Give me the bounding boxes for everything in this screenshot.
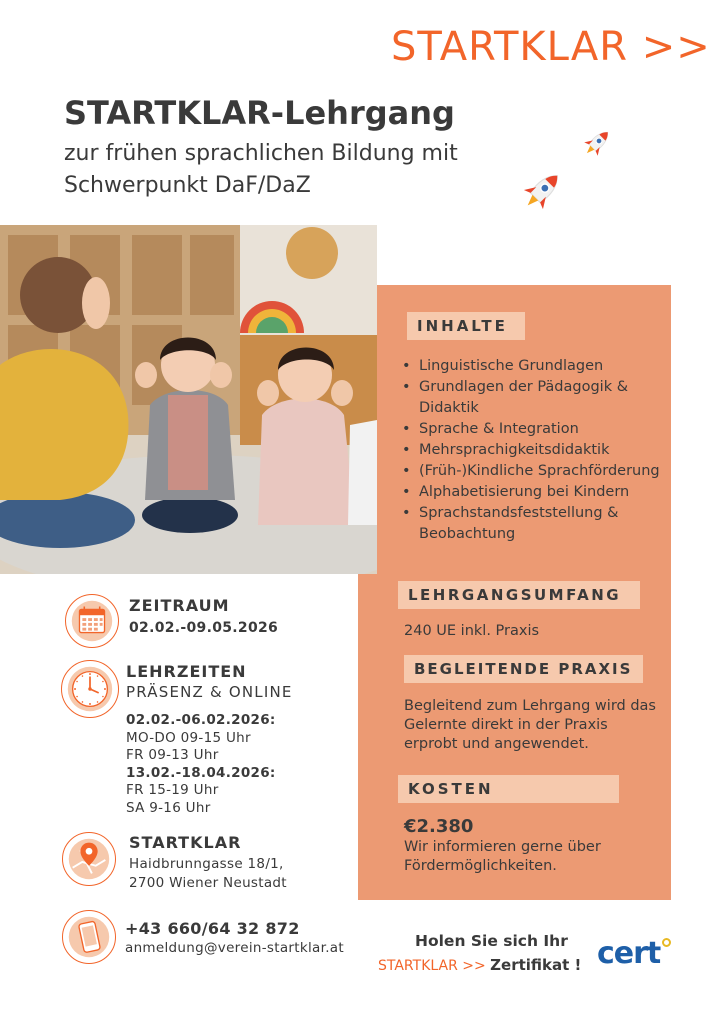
kosten-heading: KOSTEN: [398, 775, 619, 803]
schedule-period: 02.02.-06.02.2026:: [126, 712, 276, 728]
page-title: STARTKLAR-Lehrgang: [64, 94, 455, 132]
cert-logo-mark: [662, 938, 671, 947]
list-item: • (Früh-)Kindliche Sprachförderung: [402, 461, 664, 482]
clock-icon: [61, 660, 119, 718]
schedule-line: FR 15-19 Uhr: [126, 782, 219, 798]
brand-wordmark: STARTKLAR >>: [391, 24, 711, 70]
page-subtitle: zur frühen sprachlichen Bildung mit Schwerpunkt DaF/DaZ: [64, 141, 458, 198]
location-pin-icon: [62, 832, 116, 886]
rocket-icon: [515, 164, 569, 218]
schedule-line: FR 09-13 Uhr: [126, 747, 219, 763]
certificate-line: Holen Sie sich Ihr: [415, 932, 568, 950]
schedule-period: 13.02.-18.04.2026:: [126, 764, 276, 781]
contact-phone[interactable]: +43 660/64 32 872: [125, 919, 300, 938]
lehrzeiten-mode: PRÄSENZ & ONLINE: [126, 683, 293, 701]
rocket-icon: [578, 124, 616, 162]
praxis-text: Begleitend zum Lehrgang wird das Gelernte direkt in der Praxis erprobt und angewendet.: [404, 698, 656, 752]
list-item: • Sprache & Integration: [402, 419, 664, 440]
certificate-brand: STARTKLAR >>: [378, 958, 486, 974]
zeitraum-dates: 02.02.-09.05.2026: [129, 620, 279, 636]
inhalte-heading: INHALTE: [407, 312, 525, 340]
praxis-heading: BEGLEITENDE PRAXIS: [404, 655, 643, 683]
list-item: • Grundlagen der Pädagogik & Didaktik: [402, 377, 664, 419]
cert-logo: cert: [597, 936, 661, 971]
umfang-text: 240 UE inkl. Praxis: [404, 623, 540, 639]
schedule-line: SA 9-16 Uhr: [126, 799, 211, 816]
location-city: 2700 Wiener Neustadt: [129, 875, 287, 891]
certificate-word: Zertifikat !: [490, 956, 582, 974]
list-item: • Mehrsprachigkeitsdidaktik: [402, 440, 664, 461]
location-street: Haidbrunngasse 18/1,: [129, 856, 284, 872]
certificate-claim: [378, 956, 581, 974]
lehrzeiten-schedule: [126, 712, 276, 817]
zeitraum-heading: ZEITRAUM: [129, 596, 230, 615]
phone-icon: [62, 910, 116, 964]
price-value: €2.380: [404, 816, 474, 837]
classroom-photo: [0, 225, 377, 574]
list-item: • Linguistische Grundlagen: [402, 356, 664, 377]
list-item: • Sprachstandsfeststellung & Beobachtung: [402, 503, 664, 545]
kosten-text: Wir informieren gerne über Fördermöglichkeiten.: [404, 839, 601, 874]
list-item: • Alphabetisierung bei Kindern: [402, 482, 664, 503]
inhalte-list: [402, 356, 664, 545]
calendar-icon: [65, 594, 119, 648]
schedule-line: MO-DO 09-15 Uhr: [126, 729, 251, 746]
contact-email[interactable]: anmeldung@verein-startklar.at: [125, 940, 344, 956]
location-heading: STARTKLAR: [129, 833, 242, 852]
lehrzeiten-heading: LEHRZEITEN: [126, 662, 247, 681]
umfang-heading: LEHRGANGSUMFANG: [398, 581, 640, 609]
